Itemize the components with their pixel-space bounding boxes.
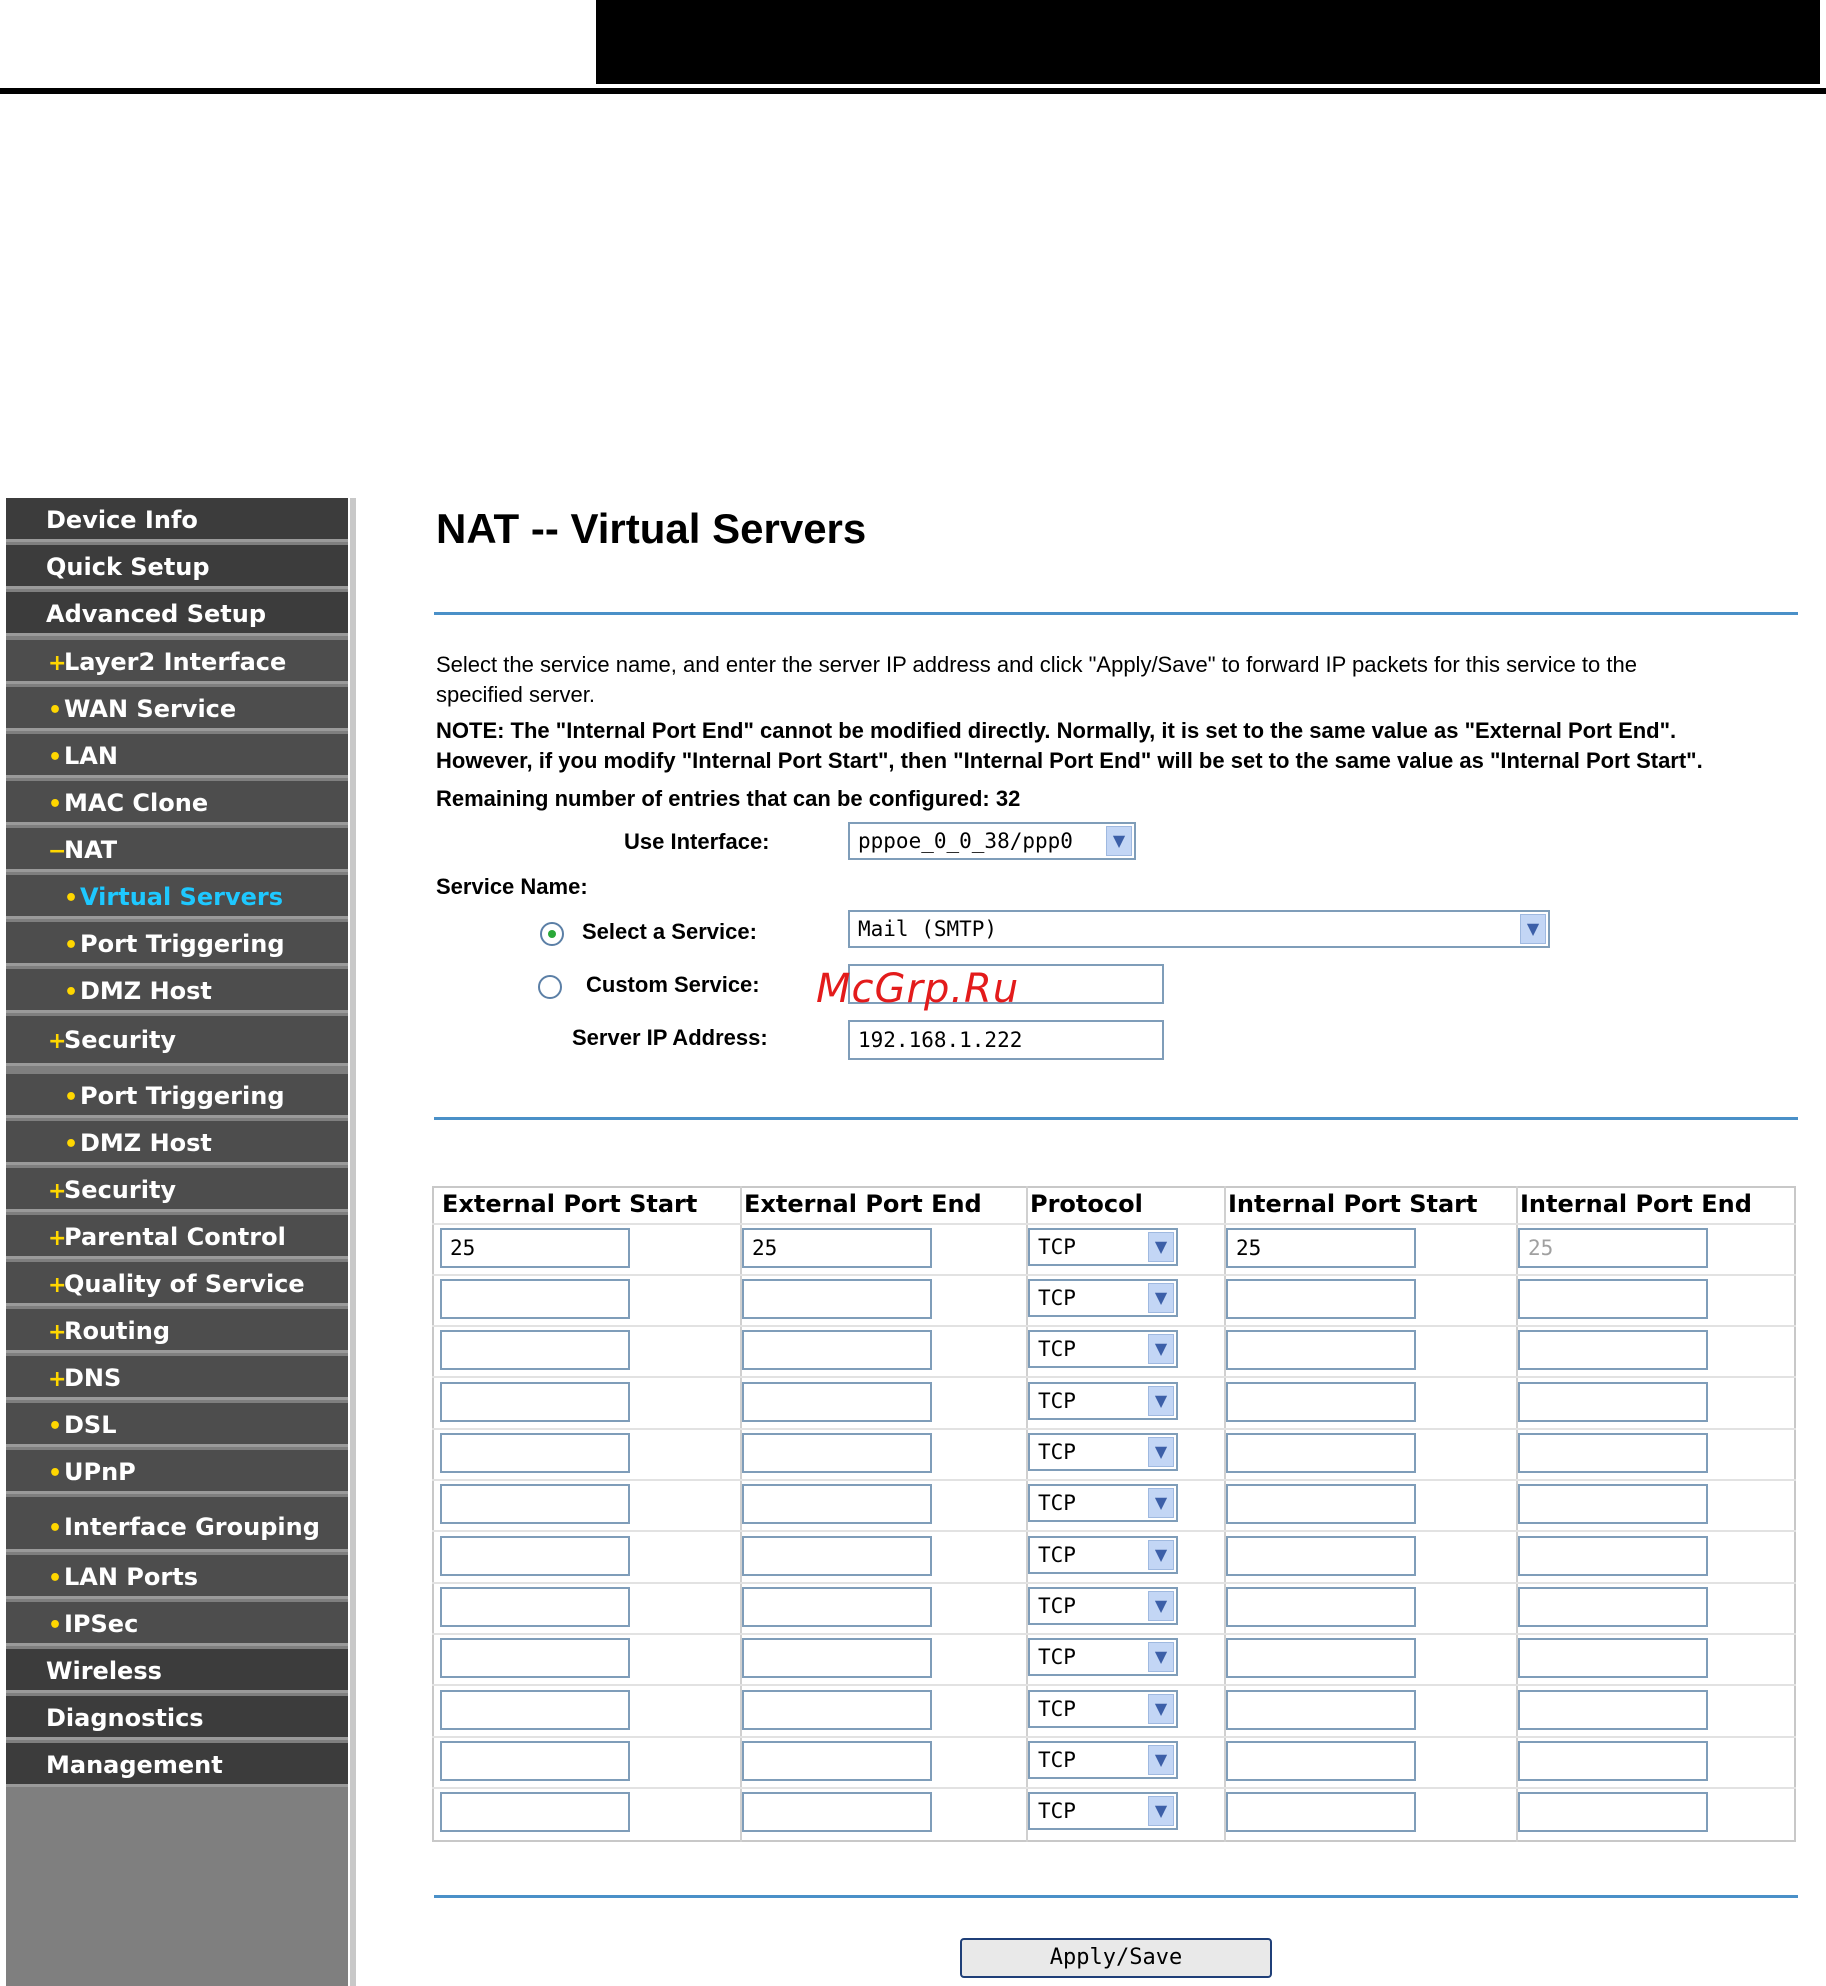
- sidebar-item-label: DNS: [64, 1364, 122, 1392]
- external-port-end-input[interactable]: [742, 1536, 932, 1576]
- internal-port-end-input: [1518, 1330, 1708, 1370]
- internal-port-end-input: [1518, 1741, 1708, 1781]
- bullet-icon: •: [64, 886, 79, 911]
- sidebar-item-label: Port Triggering: [80, 1082, 285, 1110]
- custom-service-radio[interactable]: [538, 975, 562, 999]
- protocol-select[interactable]: [1028, 1484, 1178, 1522]
- sidebar-item-port-triggering[interactable]: [6, 922, 348, 966]
- external-port-end-input[interactable]: [742, 1690, 932, 1730]
- external-port-start-input[interactable]: [440, 1638, 630, 1678]
- sidebar-item-upnp[interactable]: [6, 1450, 348, 1494]
- bullet-icon: •: [48, 1516, 63, 1541]
- sidebar-item-label: Virtual Servers: [80, 883, 283, 911]
- external-port-end-input[interactable]: [742, 1382, 932, 1422]
- select-service-radio[interactable]: [540, 922, 564, 946]
- sidebar-item-label: Management: [46, 1751, 223, 1779]
- protocol-value: TCP: [1038, 1799, 1076, 1823]
- external-port-end-input[interactable]: [742, 1638, 932, 1678]
- sidebar-item-label: Quick Setup: [46, 553, 210, 581]
- row-divider: [432, 1582, 1796, 1584]
- bullet-icon: •: [48, 792, 63, 817]
- internal-port-start-input[interactable]: [1226, 1690, 1416, 1730]
- protocol-select[interactable]: [1028, 1587, 1178, 1625]
- remaining-entries: Remaining number of entries that can be configured: 32: [436, 786, 1021, 811]
- bullet-icon: •: [64, 980, 79, 1005]
- internal-port-start-input[interactable]: [1226, 1792, 1416, 1832]
- chevron-down-icon: ▼: [1148, 1437, 1174, 1467]
- watermark-text: McGrp.Ru: [816, 966, 1020, 1012]
- bullet-icon: •: [48, 1461, 63, 1486]
- external-port-end-input[interactable]: [742, 1279, 932, 1319]
- chevron-down-icon: ▼: [1106, 826, 1132, 856]
- internal-port-start-input[interactable]: [1226, 1279, 1416, 1319]
- protocol-value: TCP: [1038, 1440, 1076, 1464]
- row-divider: [432, 1223, 1796, 1225]
- protocol-value: TCP: [1038, 1337, 1076, 1361]
- server-ip-label: Server IP Address:: [572, 1025, 768, 1050]
- sidebar-item-label: Wireless: [46, 1657, 162, 1685]
- sidebar-item-dns[interactable]: [6, 1356, 348, 1400]
- protocol-select[interactable]: [1028, 1741, 1178, 1779]
- protocol-value: TCP: [1038, 1235, 1076, 1259]
- external-port-end-input[interactable]: [742, 1587, 932, 1627]
- sidebar-item-wan-service[interactable]: [6, 687, 348, 731]
- server-ip-input[interactable]: 192.168.1.222: [848, 1020, 1164, 1060]
- protocol-select[interactable]: [1028, 1330, 1178, 1368]
- use-interface-label: Use Interface:: [624, 829, 770, 854]
- chevron-down-icon: ▼: [1148, 1488, 1174, 1518]
- sidebar-item-diagnostics[interactable]: [6, 1696, 348, 1740]
- protocol-value: TCP: [1038, 1645, 1076, 1669]
- sidebar-item-label: Parental Control: [64, 1223, 286, 1251]
- internal-port-end-input: [1518, 1638, 1708, 1678]
- external-port-start-input[interactable]: [440, 1382, 630, 1422]
- sidebar-item-advanced-setup[interactable]: [6, 592, 348, 636]
- sidebar-item-label: WAN Service: [64, 695, 237, 723]
- external-port-end-input[interactable]: [742, 1433, 932, 1473]
- sidebar-item-mac-clone[interactable]: [6, 781, 348, 825]
- sidebar-item-label: MAC Clone: [64, 789, 209, 817]
- row-divider: [432, 1428, 1796, 1430]
- sidebar-item-virtual-servers[interactable]: [6, 875, 348, 919]
- protocol-value: TCP: [1038, 1748, 1076, 1772]
- internal-port-end-input: [1518, 1279, 1708, 1319]
- external-port-start-input[interactable]: 25: [440, 1228, 630, 1268]
- internal-port-start-input[interactable]: [1226, 1484, 1416, 1524]
- external-port-start-input[interactable]: [440, 1792, 630, 1832]
- sidebar-item-layer2-interface[interactable]: [6, 640, 348, 684]
- row-divider: [432, 1633, 1796, 1635]
- row-divider: [432, 1274, 1796, 1276]
- divider: [434, 1117, 1798, 1120]
- divider: [434, 612, 1798, 615]
- sidebar-item-management[interactable]: [6, 1743, 348, 1787]
- expand-icon: +: [48, 1029, 67, 1054]
- protocol-select[interactable]: [1028, 1382, 1178, 1420]
- protocol-value: TCP: [1038, 1389, 1076, 1413]
- sidebar-item-routing[interactable]: [6, 1309, 348, 1353]
- protocol-value: TCP: [1038, 1543, 1076, 1567]
- protocol-value: TCP: [1038, 1594, 1076, 1618]
- row-divider: [432, 1787, 1796, 1789]
- sidebar-item-nat[interactable]: [6, 828, 348, 872]
- sidebar-item-label: DMZ Host: [80, 977, 212, 1005]
- row-divider: [432, 1376, 1796, 1378]
- sidebar-item-security-2[interactable]: [6, 1168, 348, 1212]
- sidebar-item-label: LAN Ports: [64, 1563, 198, 1591]
- external-port-start-input[interactable]: [440, 1484, 630, 1524]
- sidebar-item-label: Quality of Service: [64, 1270, 305, 1298]
- internal-port-start-input[interactable]: 25: [1226, 1228, 1416, 1268]
- external-port-start-input[interactable]: [440, 1587, 630, 1627]
- bullet-icon: •: [64, 933, 79, 958]
- service-select-value: Mail (SMTP): [858, 917, 998, 941]
- expand-icon: +: [48, 1179, 67, 1204]
- internal-port-start-input[interactable]: [1226, 1536, 1416, 1576]
- external-port-start-input[interactable]: [440, 1433, 630, 1473]
- protocol-value: TCP: [1038, 1286, 1076, 1310]
- header-internal-port-end: Internal Port End: [1520, 1190, 1752, 1218]
- chevron-down-icon: ▼: [1148, 1232, 1174, 1262]
- chevron-down-icon: ▼: [1520, 914, 1546, 944]
- internal-port-end-input: [1518, 1587, 1708, 1627]
- collapse-icon: −: [48, 839, 67, 864]
- sidebar-item-label: DSL: [64, 1411, 117, 1439]
- sidebar-item-label: Diagnostics: [46, 1704, 204, 1732]
- use-interface-select[interactable]: [848, 822, 1136, 860]
- note-text-line1: NOTE: The "Internal Port End" cannot be modified directly. Normally, it is set to the same value as "External Port End".: [436, 718, 1677, 743]
- chevron-down-icon: ▼: [1148, 1334, 1174, 1364]
- internal-port-start-input[interactable]: [1226, 1382, 1416, 1422]
- external-port-start-input[interactable]: [440, 1690, 630, 1730]
- row-divider: [432, 1736, 1796, 1738]
- sidebar-item-label: Layer2 Interface: [64, 648, 287, 676]
- sidebar-item-label: UPnP: [64, 1458, 136, 1486]
- sidebar-item-label: Security: [64, 1176, 177, 1204]
- divider: [434, 1895, 1798, 1898]
- expand-icon: +: [48, 1273, 67, 1298]
- radio-selected-dot: [548, 930, 556, 938]
- protocol-select[interactable]: [1028, 1792, 1178, 1830]
- row-divider: [432, 1530, 1796, 1532]
- bullet-icon: •: [64, 1085, 79, 1110]
- sidebar-item-quick-setup[interactable]: [6, 545, 348, 589]
- sidebar-item-dmz-host-2[interactable]: [6, 1121, 348, 1165]
- external-port-start-input[interactable]: [440, 1279, 630, 1319]
- internal-port-start-input[interactable]: [1226, 1587, 1416, 1627]
- sidebar-item-label: Device Info: [46, 506, 198, 534]
- protocol-select[interactable]: [1028, 1279, 1178, 1317]
- sidebar-item-label: DMZ Host: [80, 1129, 212, 1157]
- internal-port-start-input[interactable]: [1226, 1741, 1416, 1781]
- bullet-icon: •: [48, 698, 63, 723]
- intro-text-line2: specified server.: [436, 682, 595, 707]
- sidebar-item-dmz-host[interactable]: [6, 969, 348, 1013]
- sidebar-item-quality-of-service[interactable]: [6, 1262, 348, 1306]
- internal-port-end-input: [1518, 1536, 1708, 1576]
- sidebar: [6, 498, 348, 1986]
- bullet-icon: •: [48, 1613, 63, 1638]
- internal-port-end-input: [1518, 1433, 1708, 1473]
- external-port-start-input[interactable]: [440, 1536, 630, 1576]
- bullet-icon: •: [48, 745, 63, 770]
- header-internal-port-start: Internal Port Start: [1228, 1190, 1478, 1218]
- use-interface-value: pppoe_0_0_38/ppp0: [858, 829, 1073, 853]
- sidebar-item-parental-control[interactable]: [6, 1215, 348, 1259]
- chevron-down-icon: ▼: [1148, 1540, 1174, 1570]
- sidebar-item-label: IPSec: [64, 1610, 139, 1638]
- expand-icon: +: [48, 651, 67, 676]
- sidebar-item-interface-grouping[interactable]: [6, 1497, 348, 1552]
- intro-text-line1: Select the service name, and enter the server IP address and click "Apply/Save" to forward IP packets for this service to the: [436, 652, 1637, 677]
- sidebar-item-security[interactable]: [6, 1016, 348, 1066]
- chevron-down-icon: ▼: [1148, 1796, 1174, 1826]
- internal-port-end-input: [1518, 1792, 1708, 1832]
- sidebar-item-label: Interface Grouping: [64, 1513, 320, 1541]
- header-rule: [0, 88, 1826, 94]
- internal-port-end-input: 25: [1518, 1228, 1708, 1268]
- sidebar-item-device-info[interactable]: [6, 498, 348, 542]
- sidebar-item-label: Port Triggering: [80, 930, 285, 958]
- header-black-bar: [596, 0, 1820, 84]
- sidebar-item-dsl[interactable]: [6, 1403, 348, 1447]
- row-divider: [432, 1479, 1796, 1481]
- expand-icon: +: [48, 1367, 67, 1392]
- sidebar-item-wireless[interactable]: [6, 1649, 348, 1693]
- external-port-end-input[interactable]: [742, 1792, 932, 1832]
- row-divider: [432, 1684, 1796, 1686]
- internal-port-start-input[interactable]: [1226, 1638, 1416, 1678]
- header-external-port-start: External Port Start: [442, 1190, 698, 1218]
- bullet-icon: •: [48, 1566, 63, 1591]
- sidebar-item-lan[interactable]: [6, 734, 348, 778]
- bullet-icon: •: [48, 1414, 63, 1439]
- protocol-select[interactable]: [1028, 1638, 1178, 1676]
- external-port-end-input[interactable]: 25: [742, 1228, 932, 1268]
- chevron-down-icon: ▼: [1148, 1745, 1174, 1775]
- header-protocol: Protocol: [1030, 1190, 1143, 1218]
- note-text-line2: However, if you modify "Internal Port Start", then "Internal Port End" will be set to the same value as "Internal Port Start".: [436, 748, 1703, 773]
- chevron-down-icon: ▼: [1148, 1283, 1174, 1313]
- protocol-select[interactable]: [1028, 1433, 1178, 1471]
- external-port-start-input[interactable]: [440, 1330, 630, 1370]
- select-service-label: Select a Service:: [582, 919, 757, 944]
- sidebar-divider: [350, 498, 356, 1986]
- sidebar-item-lan-ports[interactable]: [6, 1555, 348, 1599]
- custom-service-label: Custom Service:: [586, 972, 760, 997]
- chevron-down-icon: ▼: [1148, 1591, 1174, 1621]
- protocol-select[interactable]: [1028, 1690, 1178, 1728]
- expand-icon: +: [48, 1226, 67, 1251]
- sidebar-item-label: Routing: [64, 1317, 171, 1345]
- sidebar-item-label: NAT: [64, 836, 118, 864]
- sidebar-item-label: Advanced Setup: [46, 600, 267, 628]
- sidebar-item-label: LAN: [64, 742, 118, 770]
- chevron-down-icon: ▼: [1148, 1694, 1174, 1724]
- internal-port-start-input[interactable]: [1226, 1330, 1416, 1370]
- protocol-select[interactable]: [1028, 1228, 1178, 1266]
- chevron-down-icon: ▼: [1148, 1642, 1174, 1672]
- internal-port-start-input[interactable]: [1226, 1433, 1416, 1473]
- sidebar-item-ipsec[interactable]: [6, 1602, 348, 1646]
- protocol-value: TCP: [1038, 1697, 1076, 1721]
- sidebar-item-port-triggering-2[interactable]: [6, 1074, 348, 1118]
- protocol-select[interactable]: [1028, 1536, 1178, 1574]
- external-port-end-input[interactable]: [742, 1330, 932, 1370]
- external-port-end-input[interactable]: [742, 1484, 932, 1524]
- external-port-end-input[interactable]: [742, 1741, 932, 1781]
- service-name-label: Service Name:: [436, 874, 588, 899]
- internal-port-end-input: [1518, 1382, 1708, 1422]
- expand-icon: +: [48, 1320, 67, 1345]
- internal-port-end-input: [1518, 1484, 1708, 1524]
- chevron-down-icon: ▼: [1148, 1386, 1174, 1416]
- service-select[interactable]: [848, 910, 1550, 948]
- external-port-start-input[interactable]: [440, 1741, 630, 1781]
- apply-save-button[interactable]: Apply/Save: [960, 1938, 1272, 1978]
- bullet-icon: •: [64, 1132, 79, 1157]
- header-external-port-end: External Port End: [744, 1190, 982, 1218]
- row-divider: [432, 1325, 1796, 1327]
- sidebar-item-label: Security: [64, 1026, 177, 1054]
- internal-port-end-input: [1518, 1690, 1708, 1730]
- protocol-value: TCP: [1038, 1491, 1076, 1515]
- page-title: NAT -- Virtual Servers: [436, 505, 867, 552]
